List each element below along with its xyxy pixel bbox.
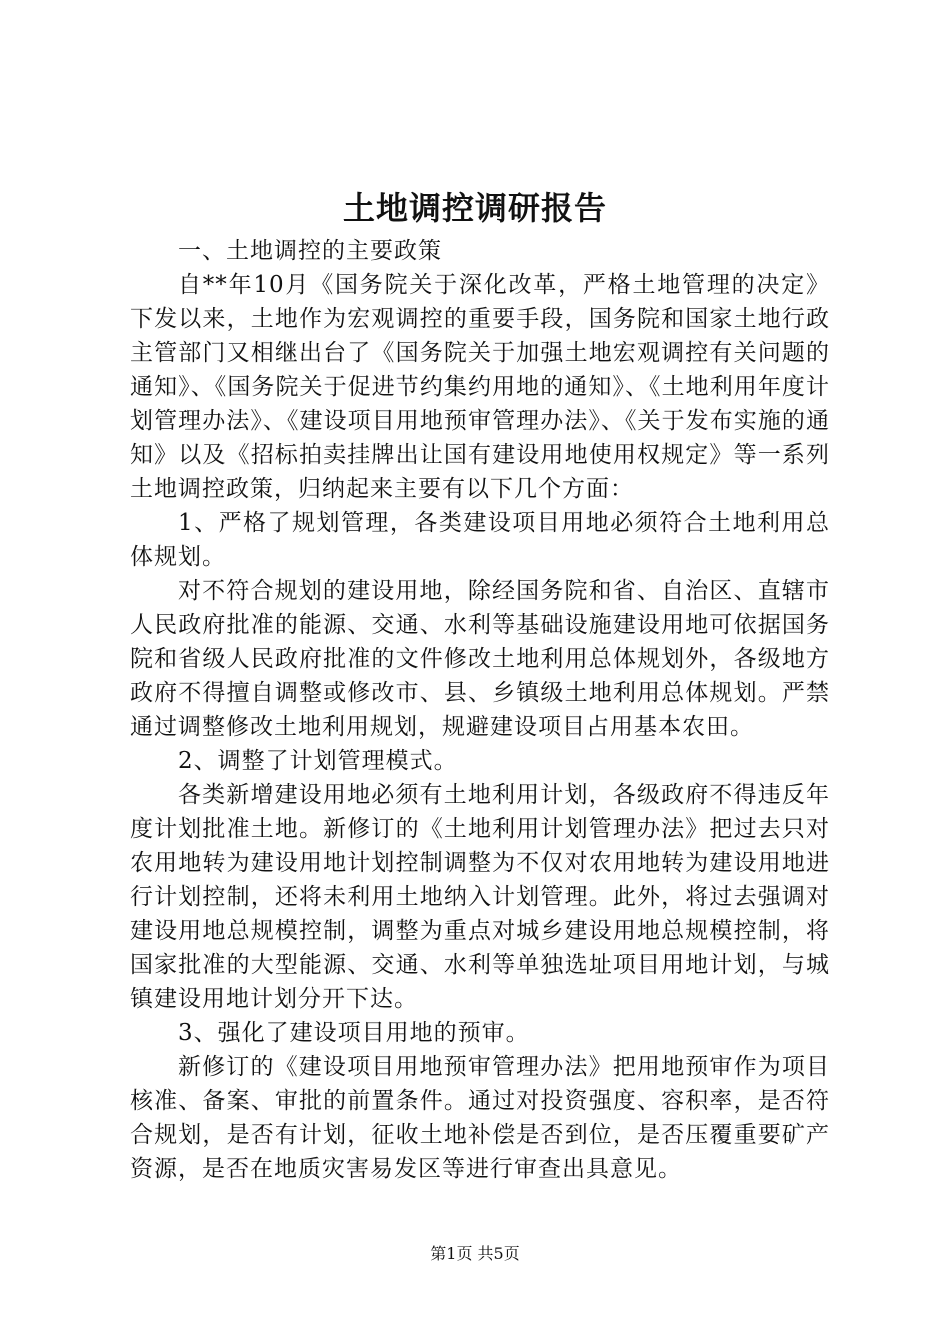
point-heading-1: 1、严格了规划管理，各类建设项目用地必须符合土地利用总体规划。 [130, 510, 830, 570]
section-heading-1: 一、土地调控的主要政策 [178, 238, 442, 264]
point-heading-3: 3、强化了建设项目用地的预审。 [178, 1020, 530, 1046]
paragraph-planning: 对不符合规划的建设用地，除经国务院和省、自治区、直辖市人民政府批准的能源、交通、水利等基础设施建设用地可依据国务院和省级人民政府批准的文件修改土地利用总体规划外，各级地方政府不得擅自调整或修改市、县、乡镇级土地利用总体规划。严禁通过调整修改土地利用规划，规避建设项目占用基本农田。 [130, 578, 830, 740]
paragraph-preliminary-review: 新修订的《建设项目用地预审管理办法》把用地预审作为项目核准、备案、审批的前置条件。通过对投资强度、容积率，是否符合规划，是否有计划，征收土地补偿是否到位，是否压覆重要矿产资源，是否在地质灾害易发区等进行审查出具意见。 [130, 1054, 830, 1182]
page-footer: 第1页 共5页 [430, 1244, 520, 1263]
document-title: 土地调控调研报告 [342, 189, 607, 227]
paragraph-plan-management: 各类新增建设用地必须有土地利用计划，各级政府不得违反年度计划批准土地。新修订的《土地利用计划管理办法》把过去只对农用地转为建设用地计划控制调整为不仅对农用地转为建设用地进行计划控制，还将未利用土地纳入计划管理。此外，将过去强调对建设用地总规模控制，调整为重点对城乡建设用地总规模控制，将国家批准的大型能源、交通、水利等单独选址项目用地计划，与城镇建设用地计划分开下达。 [130, 782, 830, 1012]
paragraph-intro: 自**年10月《国务院关于深化改革，严格土地管理的决定》下发以来，土地作为宏观调控的重要手段，国务院和国家土地行政主管部门又相继出台了《国务院关于加强土地宏观调控有关问题的通知》、《国务院关于促进节约集约用地的通知》、《土地利用年度计划管理办法》、《建设项目用地预审管理办法》、《关于发布实施的通知》以及《招标拍卖挂牌出让国有建设用地使用权规定》等一系列土地调控政策，归纳起来主要有以下几个方面： [130, 272, 830, 502]
document-body [130, 234, 830, 1186]
point-heading-2: 2、调整了计划管理模式。 [178, 748, 458, 774]
